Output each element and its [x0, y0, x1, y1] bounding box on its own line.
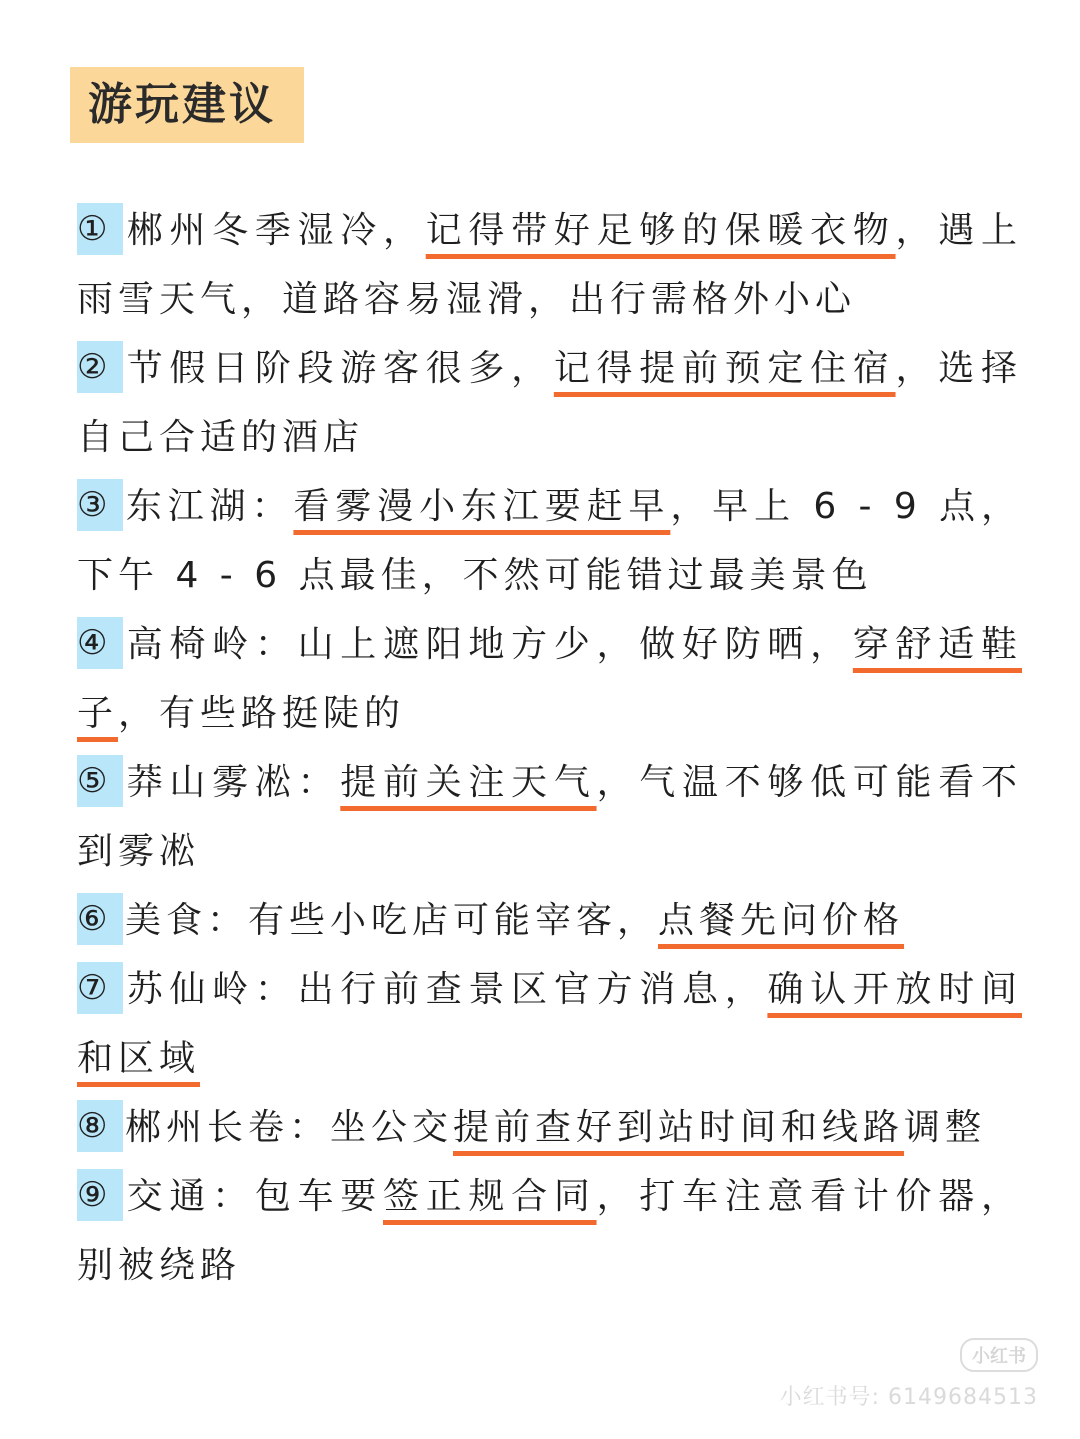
tip-text: ，遇上雨雪天气，道路容易湿滑，出行需格外小心: [77, 210, 1022, 320]
tip-number-badge: ⑧: [77, 1100, 123, 1152]
tip-text: 高椅岭：山上遮阳地方少，做好防晒，: [125, 624, 853, 665]
tip-text: 节假日阶段游客很多，: [125, 348, 554, 389]
tip-text: 莽山雾凇：: [125, 762, 341, 803]
tip-highlight: 记得提前预定住宿: [553, 348, 896, 389]
tip-text: ，选择自己合适的酒店: [77, 348, 1022, 458]
tip-highlight: 确认开放时间和区域: [77, 969, 1022, 1079]
tip-item: [77, 748, 1022, 886]
tip-text: ，打车注意看计价器，别被绕路: [77, 1176, 1022, 1286]
tip-highlight: 提前关注天气: [340, 762, 597, 803]
tip-item: [77, 334, 1022, 472]
tip-highlight: 看雾漫小东江要赶早: [293, 486, 671, 527]
tip-text: 调整: [904, 1107, 987, 1148]
tip-text: 郴州冬季湿冷，: [125, 210, 426, 251]
tips-list: [77, 196, 1022, 1300]
tip-number-badge: ④: [77, 617, 123, 669]
tip-text: 苏仙岭：出行前查景区官方消息，: [125, 969, 768, 1010]
tip-text: ，有些路挺陡的: [118, 693, 406, 734]
tip-text: ，气温不够低可能看不到雾凇: [77, 762, 1022, 872]
watermark-logo: 小红书: [960, 1338, 1038, 1372]
tip-highlight: 签正规合同: [383, 1176, 597, 1217]
tip-text: 美食：有些小吃店可能宰客，: [125, 900, 659, 941]
tip-highlight: 记得带好足够的保暖衣物: [425, 210, 896, 251]
tip-text: 交通：包车要: [125, 1176, 383, 1217]
tip-item: [77, 610, 1022, 748]
tip-item: [77, 472, 1022, 610]
tip-number-badge: ①: [77, 203, 123, 255]
watermark-id: 小红书号: 6149684513: [779, 1385, 1038, 1410]
watermark: [780, 1338, 1038, 1411]
tip-number-badge: ⑨: [77, 1169, 123, 1221]
page-title: 游玩建议: [88, 79, 276, 130]
tip-number-badge: ⑤: [77, 755, 123, 807]
title-banner: [70, 67, 304, 143]
tip-text: 郴州长卷：坐公交: [125, 1107, 454, 1148]
tip-text: 东江湖：: [125, 486, 294, 527]
tip-number-badge: ⑦: [77, 962, 123, 1014]
tip-highlight: 点餐先问价格: [658, 900, 905, 941]
tip-highlight: 提前查好到站时间和线路: [453, 1107, 905, 1148]
tip-item: [77, 1093, 1022, 1162]
tip-number-badge: ⑥: [77, 893, 123, 945]
tip-item: [77, 886, 1022, 955]
tip-highlight: 穿舒适鞋子: [77, 624, 1022, 734]
tip-item: [77, 196, 1022, 334]
tip-item: [77, 955, 1022, 1093]
tip-number-badge: ③: [77, 479, 123, 531]
tip-number-badge: ②: [77, 341, 123, 393]
tip-item: [77, 1162, 1022, 1300]
tip-text: ，早上 6 - 9 点，下午 4 - 6 点最佳，不然可能错过最美景色: [77, 486, 1022, 596]
